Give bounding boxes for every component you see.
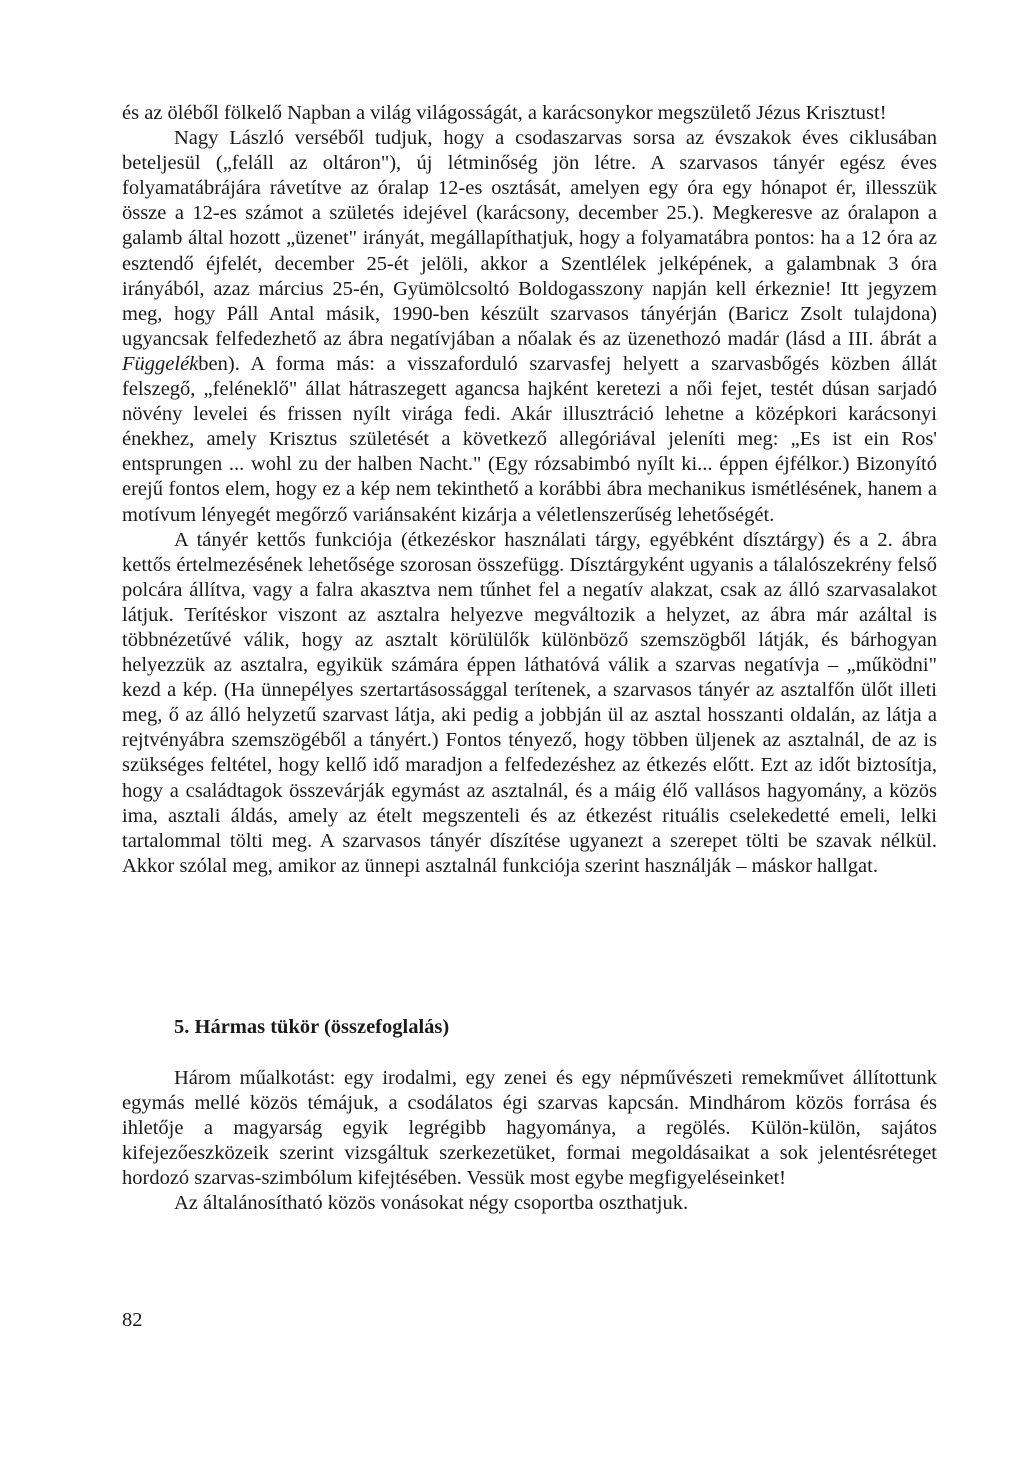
section-heading: 5. Hármas tükör (összefoglalás) [174,1016,450,1038]
page-number: 82 [122,1309,143,1331]
body-text [122,101,937,879]
paragraph [122,126,937,528]
paragraph: és az öléből fölkelő Napban a világ világosságát, a karácsonykor megszülető Jézus Krisztust! [122,102,887,124]
paragraph: A tányér kettős funkciója (étkezéskor használati tárgy, egyébként dísztárgy) és a 2. ábra kettős értelmezésének lehetősége szorosan összefügg. Dísztárgyként ugyanis a tálalószekrény felső polcára állítva, vagy a falra akasztva nem tűnhet fel a negatív alakzat, csak az álló szarvasalakot látjuk. Terítéskor viszont az asztalra helyezve megváltozik a helyzet, az ábra már azáltal is többnézetűvé válik, hogy az asztalt körülülők különböző szemszögből látják, és bárhogyan helyezzük az asztalra, egyikük számára éppen láthatóvá válik a szarvas negatívja – „működni" kezd a kép. (Ha ünnepélyes szertartásossággal terítenek, a szarvasos tányér az asztalfőn ülőt illeti meg, ő az álló helyzetű szarvast látja, aki pedig a jobbján ül az asztal hosszanti oldalán, az látja a rejtvényábra szemszögéből a tányért.) Fontos tényező, hogy többen üljenek az asztalnál, de az is szükséges feltétel, hogy kellő idő maradjon a felfedezéshez az étkezés előtt. Ezt az időt biztosítja, hogy a családtagok összevárják egymást az asztalnál, és a máig élő vallásos hagyomány, a közös ima, asztali áldás, amely az ételt megszenteli és az étkezést rituális cselekedetté emeli, lelki tartalommal tölti meg. A szarvasos tányér díszítése ugyanezt a szerepet tölti be szavak nélkül. Akkor szólal meg, amikor az ünnepi asztalnál funkciója szerint használják – máskor hallgat. [122,528,937,877]
italic-reference: Függelék [122,352,199,375]
section-body-text [122,1066,937,1217]
paragraph-text: ben). A forma más: a visszaforduló szarvasfej helyett a szarvasbőgés közben állát felszegő, „feléneklő" állat hátraszegett agancsa hajként keretezi a női fejet, testét dúsan sarjadó növény levelei és frissen nyílt virága fedi. Akár illusztráció lehetne a középkori karácsonyi énekhez, amely Krisztus születését a következő allegóriával jeleníti meg: „Es ist ein Ros' entsprungen ... wohl zu der halben Nacht." (Egy rózsabimbó nyílt ki... éppen éjfélkor.) Bizonyító erejű fontos elem, hogy ez a kép nem tekinthető a korábbi ábra mechanikus ismétlésének, hanem a motívum lényegét megőrző variánsaként kizárja a véletlenszerűség lehetőségét. [122,352,937,526]
paragraph: Az általánosítható közös vonásokat négy csoportba oszthatjuk. [174,1192,689,1215]
paragraph-text: Nagy László verséből tudjuk, hogy a csodaszarvas sorsa az évszakok éves ciklusában beteljesül („feláll az oltáron"), új létminőség jön létre. A szarvasos tányér egész éves folyamatábrájára rávetítve az óralap 12-es osztását, amelyen egy óra egy hónapot ér, illesszük össze a 12-es számot a születés idejével (karácsony, december 25.). Megkeresve az óralapon a galamb által hozott „üzenet" irányát, megállapíthatjuk, hogy a folyamatábra pontos: ha a 12 óra az esztendő éjfelét, december 25-ét jelöli, akkor a Szentlélek jelképének, a galambnak 3 óra irányából, azaz március 25-én, Gyümölcsoltó Boldogasszony napján kell érkeznie! Itt jegyzem meg, hogy Páll Antal másik, 1990-ben készült szarvasos tányérján (Baricz Zsolt tulajdona) ugyancsak felfedezhető az ábra negatívjában a nőalak és az üzenethozó madár (lásd a III. ábrát a [122,127,937,350]
paragraph: Három műalkotást: egy irodalmi, egy zenei és egy népművészeti remekművet állítottunk egymás mellé közös témájuk, a csodálatos égi szarvas kapcsán. Mindhárom közös forrása és ihletője a magyarság egyik legrégibb hagyománya, a regölés. Külön-külön, sajátos kifejezőeszközeik szerint vizsgáltuk szerkezetüket, formai megoldásaikat a sok jelentésréteget hordozó szarvas-szimbólum kifejtésében. Vessük most egybe megfigyeléseinket! [122,1067,937,1190]
